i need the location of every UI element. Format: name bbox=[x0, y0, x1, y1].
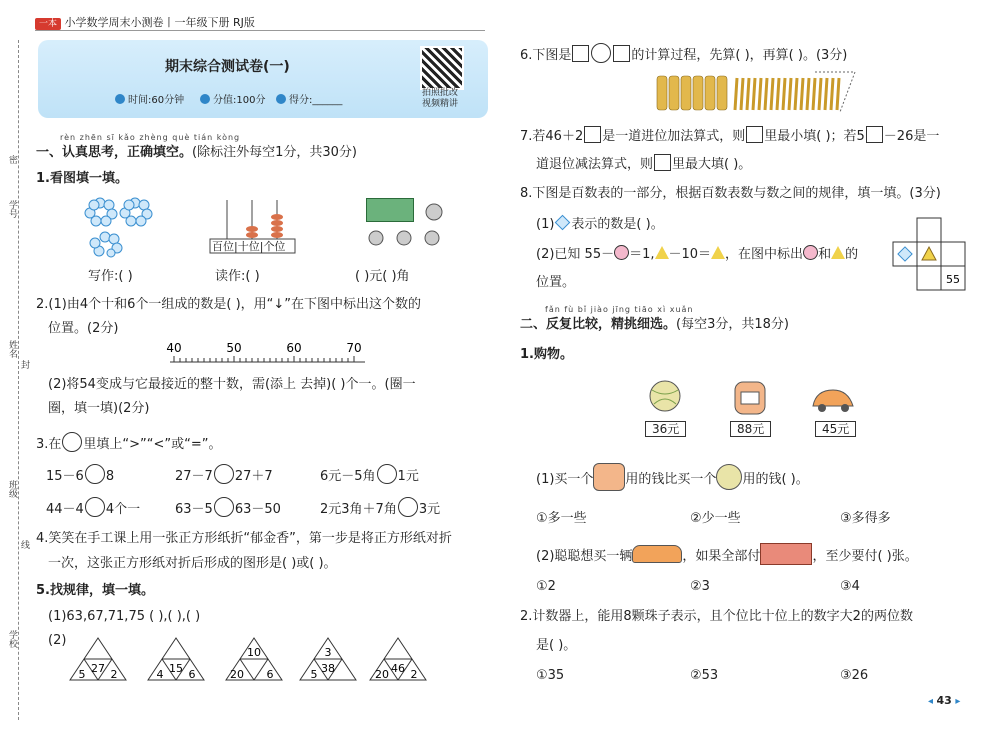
page-number bbox=[928, 692, 960, 711]
q2-line4: 圈，填一填)(2分) bbox=[48, 401, 150, 416]
q1-write[interactable]: 写作:( ) bbox=[88, 269, 133, 284]
number-line[interactable] bbox=[166, 340, 370, 370]
tri2-left: 4 bbox=[156, 668, 164, 681]
q9-p2 bbox=[536, 543, 918, 566]
section2-note: (每空3分，共18分) bbox=[676, 317, 789, 332]
tri4-left: 5 bbox=[310, 668, 318, 681]
time-info bbox=[115, 92, 184, 110]
q3-6-left: 2元3角＋7角 bbox=[320, 502, 397, 517]
q9-opt2-a[interactable]: ①2 bbox=[536, 579, 556, 594]
q3-6-right: 3元 bbox=[418, 502, 441, 517]
q3-3-right: 1元 bbox=[397, 469, 419, 484]
bead-clusters bbox=[85, 195, 160, 255]
hundred-chart-fragment[interactable] bbox=[893, 218, 968, 290]
binding-line bbox=[18, 40, 20, 720]
q2-line2: 位置。(2分) bbox=[48, 321, 119, 336]
section2-heading bbox=[520, 316, 789, 334]
score-info bbox=[200, 92, 265, 110]
q7-line1 bbox=[520, 126, 939, 146]
compare-circle[interactable] bbox=[85, 464, 105, 484]
header-rule bbox=[35, 30, 485, 31]
q8-p2f: 的 bbox=[845, 247, 859, 262]
margin-seal3: 线 bbox=[19, 540, 29, 549]
q8-p2e: 和 bbox=[818, 247, 832, 262]
coins-icon bbox=[366, 200, 446, 250]
triangle-icon bbox=[711, 246, 725, 259]
q2-line1: 2.(1)由4个十和6个一组成的数是( )，用“↓”在下图中标出这个数的 bbox=[36, 297, 421, 312]
q3-2-left: 27－7 bbox=[175, 469, 213, 484]
q8-p1b: 表示的数是( )。 bbox=[571, 217, 664, 232]
got-text: 得分: bbox=[289, 95, 313, 106]
q9-title: 1.购物。 bbox=[520, 347, 573, 362]
section1-title: 一、认真思考，正确填空。 bbox=[36, 145, 193, 160]
tri1-right: 2 bbox=[110, 668, 118, 681]
q1-money[interactable]: ( )元( )角 bbox=[355, 269, 410, 284]
q7-f: 里最大填( )。 bbox=[672, 157, 752, 172]
q10-opt-b[interactable]: ②53 bbox=[690, 668, 719, 683]
shop-items bbox=[648, 378, 848, 416]
compare-circle[interactable] bbox=[214, 464, 234, 484]
q5-line1[interactable]: (1)63,67,71,75 ( ),( ),( ) bbox=[48, 609, 201, 624]
tick-40: 40 bbox=[166, 341, 182, 355]
series-title: 小学数学周末小测卷丨一年级下册 RJ版 bbox=[64, 16, 255, 29]
abacus-label-tens: 十位 bbox=[237, 240, 260, 253]
q7-c: 里最小填( )；若5 bbox=[764, 129, 865, 144]
abacus-label-hundreds: 百位 bbox=[212, 240, 234, 253]
tri3-top: 10 bbox=[247, 646, 261, 659]
pink-circle-icon bbox=[803, 245, 818, 260]
diamond-icon bbox=[555, 215, 571, 231]
q7-b: 是一道进位加法算式，则 bbox=[602, 129, 746, 144]
qr-code-icon[interactable] bbox=[420, 46, 464, 90]
square-blank-icon bbox=[654, 154, 671, 171]
q3-4-left: 44－4 bbox=[46, 502, 84, 517]
compare-circle[interactable] bbox=[214, 497, 234, 517]
square-blank-icon bbox=[746, 126, 763, 143]
backpack-icon bbox=[593, 463, 625, 491]
q8-p2a: (2)已知 55－ bbox=[536, 247, 615, 262]
q3-item-6[interactable] bbox=[320, 497, 440, 519]
abacus-labels: 百位|十位|个位 bbox=[212, 240, 286, 253]
q9-opt1-b[interactable]: ②少一些 bbox=[690, 511, 741, 526]
q4-line2: 一次，这张正方形纸对折后形成的图形是( )或( )。 bbox=[48, 556, 337, 571]
q9-opt2-b[interactable]: ②3 bbox=[690, 579, 710, 594]
compare-circle[interactable] bbox=[398, 497, 418, 517]
tri4-mid: 38 bbox=[321, 662, 335, 675]
score-icon bbox=[200, 94, 210, 104]
square-blank-icon bbox=[613, 45, 630, 62]
q10-opt-a[interactable]: ①35 bbox=[536, 668, 565, 683]
q9-p1b: 用的钱比买一个 bbox=[625, 472, 717, 487]
q9-p1 bbox=[536, 463, 809, 491]
clock-icon bbox=[115, 94, 125, 104]
price-ball bbox=[645, 420, 686, 439]
q9-opt1-c[interactable]: ③多得多 bbox=[840, 511, 891, 526]
price-bag-text: 88元 bbox=[730, 421, 771, 437]
q7-a: 7.若46＋2 bbox=[520, 129, 584, 144]
q8-p2c: －10＝ bbox=[668, 247, 712, 262]
q8-p3: 位置。 bbox=[536, 275, 576, 290]
car-icon bbox=[632, 545, 682, 563]
q3-item-2[interactable] bbox=[175, 464, 273, 486]
margin-name: 姓名 bbox=[7, 340, 17, 358]
brand-tag: 一本 bbox=[35, 18, 61, 30]
price-car-text: 45元 bbox=[815, 421, 856, 437]
banknote-icon bbox=[760, 543, 812, 565]
q6 bbox=[520, 43, 847, 65]
tri3-right: 6 bbox=[266, 668, 274, 681]
tick-60: 60 bbox=[286, 341, 302, 355]
q3-1-right: 8 bbox=[105, 469, 115, 484]
q8-p1 bbox=[536, 216, 664, 234]
square-blank-icon bbox=[572, 45, 589, 62]
q9-p2c: ，至少要付( )张。 bbox=[812, 549, 918, 564]
tick-50: 50 bbox=[226, 341, 242, 355]
tri4-top: 3 bbox=[324, 646, 332, 659]
qr-caption-1: 拍照批改 bbox=[422, 88, 459, 98]
circle-blank-icon bbox=[62, 432, 82, 452]
q1-title: 1.看图填一填。 bbox=[36, 171, 128, 186]
margin-seal: 密 bbox=[7, 155, 17, 164]
compare-circle[interactable] bbox=[85, 497, 105, 517]
q5-line2: (2) bbox=[48, 633, 67, 648]
price-car bbox=[815, 420, 856, 439]
q9-p1c: 用的钱( )。 bbox=[742, 472, 809, 487]
q10-line1: 2.计数器上，能用8颗珠子表示，且个位比十位上的数字大2的两位数 bbox=[520, 609, 913, 624]
q2-line3: (2)将54变成与它最接近的整十数，需(添上 去掉)( )个一。(圈一 bbox=[48, 377, 416, 392]
price-bag bbox=[730, 420, 771, 439]
q3-item-1[interactable] bbox=[46, 464, 114, 486]
next-arrow-icon[interactable]: ▸ bbox=[955, 696, 961, 707]
q6-a: 6.下图是 bbox=[520, 48, 572, 63]
q1-read[interactable]: 读作:( ) bbox=[215, 269, 260, 284]
exam-title: 期末综合测试卷(一) bbox=[165, 59, 290, 75]
pink-circle-icon bbox=[614, 245, 629, 260]
q8-p2b: ＝1, bbox=[629, 247, 655, 262]
square-blank-icon[interactable] bbox=[584, 126, 601, 143]
q3-item-5[interactable] bbox=[175, 497, 281, 519]
q8-p2 bbox=[536, 245, 858, 264]
q3-title bbox=[36, 432, 222, 454]
margin-school: 学校 bbox=[7, 630, 17, 648]
target-icon bbox=[276, 94, 286, 104]
section1-pinyin: rèn zhēn sī kǎo zhèng què tián kòng bbox=[60, 133, 241, 142]
abacus-label-ones: 个位 bbox=[263, 240, 286, 253]
q3-4-right: 4个一 bbox=[105, 502, 141, 517]
q10-opt-c[interactable]: ③26 bbox=[840, 668, 869, 683]
time-text: 时间:60分钟 bbox=[128, 95, 185, 106]
tri2-mid: 15 bbox=[169, 662, 183, 675]
price-ball-text: 36元 bbox=[645, 421, 686, 437]
compare-circle[interactable] bbox=[377, 464, 397, 484]
q8-title: 8.下图是百数表的一部分，根据百数表数与数之间的规律，填一填。(3分) bbox=[520, 186, 941, 201]
q3-5-left: 63－5 bbox=[175, 502, 213, 517]
circle-blank-icon bbox=[591, 43, 611, 63]
q3-title-b: 里填上“>”“<”或“=”。 bbox=[83, 437, 222, 452]
q5-title: 5.找规律，填一填。 bbox=[36, 583, 154, 598]
q10-line2: 是( )。 bbox=[536, 638, 577, 653]
volleyball-icon bbox=[716, 464, 742, 490]
tri1-mid: 27 bbox=[91, 662, 105, 675]
tri5-right: 2 bbox=[410, 668, 418, 681]
section2-pinyin: fǎn fù bǐ jiào jīng tiāo xì xuǎn bbox=[545, 305, 694, 314]
q9-opt2-c[interactable]: ③4 bbox=[840, 579, 860, 594]
counting-sticks bbox=[655, 68, 860, 113]
margin-seal2: 封 bbox=[19, 360, 29, 369]
margin-num: 学号 bbox=[7, 200, 17, 218]
q9-opt1-a[interactable]: ①多一些 bbox=[536, 511, 587, 526]
margin-class: 班级 bbox=[7, 480, 17, 498]
got-info: 得分:______ bbox=[276, 92, 342, 110]
tri5-mid: 46 bbox=[391, 662, 405, 675]
q3-1-left: 15－6 bbox=[46, 469, 84, 484]
triangle-icon bbox=[655, 246, 669, 259]
q3-item-3[interactable] bbox=[320, 464, 419, 486]
section1-heading bbox=[36, 144, 357, 162]
q9-p2a: (2)聪聪想买一辆 bbox=[536, 549, 633, 564]
q8-p2d: ，在图中标出 bbox=[725, 247, 804, 262]
section1-note: (除标注外每空1分，共30分) bbox=[192, 145, 357, 160]
section2-title: 二、反复比较，精挑细选。 bbox=[520, 317, 677, 332]
page-number-text: 43 bbox=[936, 694, 952, 707]
q3-2-right: 27＋7 bbox=[234, 469, 273, 484]
tri2-right: 6 bbox=[188, 668, 196, 681]
tick-70: 70 bbox=[346, 341, 362, 355]
qr-caption-2: 视频精讲 bbox=[422, 99, 459, 109]
q3-5-right: 63－50 bbox=[234, 502, 281, 517]
q6-b: 的计算过程，先算( )，再算( )。(3分) bbox=[631, 48, 848, 63]
q3-3-left: 6元－5角 bbox=[320, 469, 376, 484]
q7-d: －26是一 bbox=[883, 129, 940, 144]
tri3-left: 20 bbox=[230, 668, 244, 681]
q8-p1a: (1) bbox=[536, 217, 555, 232]
q4-line1: 4.笑笑在手工课上用一张正方形纸折“郁金香”，第一步是将正方形纸对折 bbox=[36, 531, 452, 546]
q7-line2 bbox=[536, 154, 751, 174]
chart-cell-55: 55 bbox=[946, 273, 960, 286]
number-triangles bbox=[70, 636, 450, 682]
square-blank-icon[interactable] bbox=[866, 126, 883, 143]
q7-e: 道退位减法算式，则 bbox=[536, 157, 654, 172]
q9-p2b: ，如果全部付 bbox=[682, 549, 761, 564]
triangle-icon bbox=[831, 246, 845, 259]
q3-item-4[interactable] bbox=[46, 497, 140, 519]
q9-p1a: (1)买一个 bbox=[536, 472, 594, 487]
tri1-left: 5 bbox=[78, 668, 86, 681]
q3-title-a: 3.在 bbox=[36, 437, 62, 452]
tri5-left: 20 bbox=[375, 668, 389, 681]
score-text: 分值:100分 bbox=[213, 95, 266, 106]
prev-arrow-icon[interactable]: ◂ bbox=[928, 696, 934, 707]
